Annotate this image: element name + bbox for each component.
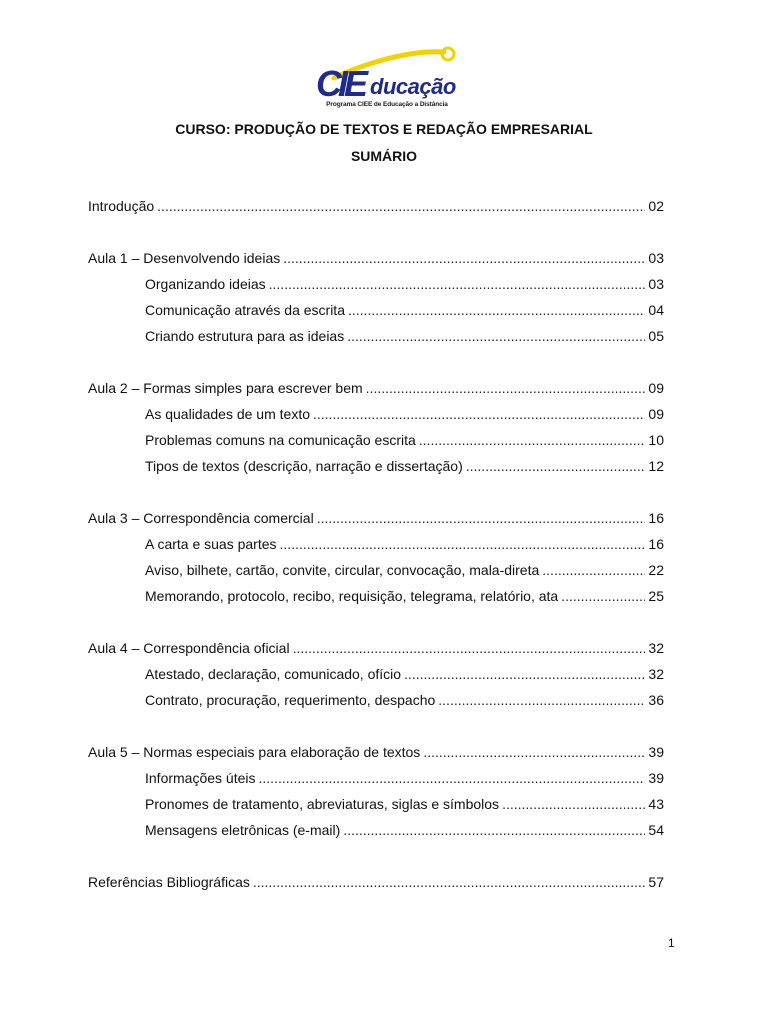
toc-label: Aula 4 – Correspondência oficial xyxy=(88,640,290,656)
toc-leader-dots xyxy=(253,874,646,890)
toc-section xyxy=(88,744,664,762)
toc-page-number: 09 xyxy=(648,380,664,396)
toc-leader-dots xyxy=(366,380,646,396)
toc-label: Aula 3 – Correspondência comercial xyxy=(88,510,314,526)
toc-subsection xyxy=(145,562,664,580)
toc-label: Comunicação através da escrita xyxy=(145,302,345,318)
toc-section xyxy=(88,640,664,658)
toc-leader-dots xyxy=(404,666,645,682)
page-number: 1 xyxy=(668,936,675,950)
summary-title: SUMÁRIO xyxy=(350,148,418,164)
toc-subsection xyxy=(145,276,664,294)
toc-leader-dots xyxy=(343,822,645,838)
toc-subsection xyxy=(145,302,664,320)
ciee-educacao-logo xyxy=(312,44,462,114)
toc-page-number: 36 xyxy=(648,692,664,708)
toc-page-number: 32 xyxy=(648,666,664,682)
toc-leader-dots xyxy=(347,328,645,344)
toc-subsection xyxy=(145,692,664,710)
toc-label: Aula 5 – Normas especiais para elaboração de textos xyxy=(88,744,421,760)
toc-leader-dots xyxy=(466,458,646,474)
toc-label: Pronomes de tratamento, abreviaturas, siglas e símbolos xyxy=(145,796,500,812)
toc-subsection xyxy=(145,796,664,814)
course-title: CURSO: PRODUÇÃO DE TEXTOS E REDAÇÃO EMPRESARIAL xyxy=(175,121,593,137)
toc-page-number: 39 xyxy=(648,770,664,786)
toc-page-number: 32 xyxy=(648,640,664,656)
toc-section xyxy=(88,250,664,268)
toc-page-number: 04 xyxy=(648,302,664,318)
toc-leader-dots xyxy=(542,562,645,578)
toc-page-number: 54 xyxy=(648,822,664,838)
toc-leader-dots xyxy=(283,250,645,266)
toc-page-number: 39 xyxy=(648,744,664,760)
toc-leader-dots xyxy=(293,640,646,656)
toc-leader-dots xyxy=(423,744,645,760)
toc-page-number: 12 xyxy=(648,458,664,474)
toc-subsection xyxy=(145,458,664,476)
toc-label: Informações úteis xyxy=(145,770,256,786)
toc-label: Contrato, procuração, requerimento, despacho xyxy=(145,692,436,708)
toc-subsection xyxy=(145,588,664,606)
toc-page-number: 43 xyxy=(648,796,664,812)
toc-section xyxy=(88,380,664,398)
toc-label: A carta e suas partes xyxy=(145,536,277,552)
toc-page-number: 16 xyxy=(648,510,664,526)
toc-label: Tipos de textos (descrição, narração e dissertação) xyxy=(145,458,463,474)
toc-label: Introdução xyxy=(88,198,155,214)
toc-page-number: 25 xyxy=(648,588,664,604)
logo-tagline: Programa CIEE de Educação a Distância xyxy=(326,101,448,108)
toc-label: Criando estrutura para as ideias xyxy=(145,328,345,344)
toc-page-number: 02 xyxy=(648,198,664,214)
svg-text:ducação: ducação xyxy=(370,74,456,99)
toc-subsection xyxy=(145,822,664,840)
toc-leader-dots xyxy=(561,588,645,604)
toc-page-number: 10 xyxy=(648,432,664,448)
toc-leader-dots xyxy=(502,796,645,812)
toc-page-number: 22 xyxy=(648,562,664,578)
toc-subsection xyxy=(145,666,664,684)
toc-section xyxy=(88,510,664,528)
toc-label: Atestado, declaração, comunicado, ofício xyxy=(145,666,402,682)
toc-page-number: 03 xyxy=(648,276,664,292)
toc-label: Problemas comuns na comunicação escrita xyxy=(145,432,416,448)
toc-label: Mensagens eletrônicas (e-mail) xyxy=(145,822,341,838)
toc-leader-dots xyxy=(313,406,645,422)
toc-section xyxy=(88,874,664,892)
toc-leader-dots xyxy=(259,770,646,786)
toc-leader-dots xyxy=(269,276,646,292)
toc-leader-dots xyxy=(317,510,646,526)
toc-leader-dots xyxy=(157,198,645,214)
toc-label: Aviso, bilhete, cartão, convite, circular, convocação, mala-direta xyxy=(145,562,540,578)
toc-label: Referências Bibliográficas xyxy=(88,874,250,890)
toc-leader-dots xyxy=(419,432,646,448)
toc-label: As qualidades de um texto xyxy=(145,406,310,422)
ciee-educacao-logo-mark xyxy=(312,44,462,100)
toc-page-number: 03 xyxy=(648,250,664,266)
toc-subsection xyxy=(145,770,664,788)
toc-label: Organizando ideias xyxy=(145,276,266,292)
toc-section xyxy=(88,198,664,216)
toc-page-number: 57 xyxy=(648,874,664,890)
toc-label: Aula 2 – Formas simples para escrever bem xyxy=(88,380,363,396)
toc-page-number: 05 xyxy=(648,328,664,344)
toc-page-number: 09 xyxy=(648,406,664,422)
toc-label: Memorando, protocolo, recibo, requisição, telegrama, relatório, ata xyxy=(145,588,559,604)
toc-subsection xyxy=(145,406,664,424)
toc-page-number: 16 xyxy=(648,536,664,552)
toc-subsection xyxy=(145,536,664,554)
toc-leader-dots xyxy=(438,692,645,708)
svg-text:CIE: CIE xyxy=(316,63,365,100)
toc-leader-dots xyxy=(280,536,646,552)
toc-subsection xyxy=(145,432,664,450)
toc-leader-dots xyxy=(348,302,645,318)
toc-label: Aula 1 – Desenvolvendo ideias xyxy=(88,250,281,266)
toc-subsection xyxy=(145,328,664,346)
